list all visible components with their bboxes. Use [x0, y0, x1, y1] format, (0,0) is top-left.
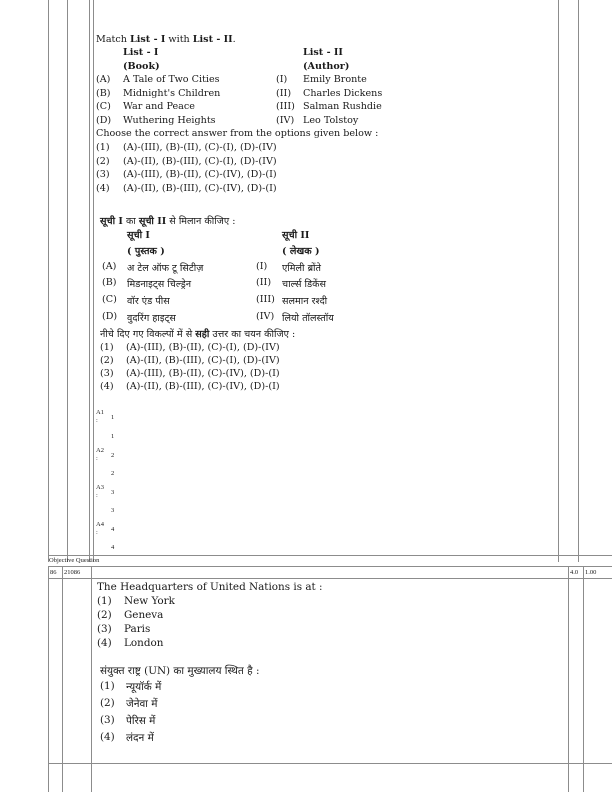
- option-text: (A)-(II), (B)-(III), (C)-(I), (D)-(IV): [126, 355, 280, 366]
- match-row-label: (II): [276, 88, 292, 99]
- match-row-label: (B): [96, 88, 111, 99]
- table-border-content-left: [93, 0, 94, 562]
- match-row-label: (C): [102, 294, 117, 305]
- hindi-list2-heading: सूची II: [282, 230, 310, 241]
- match-row-label: (A): [102, 261, 117, 272]
- option-number: (3): [100, 368, 114, 379]
- page-bottom-line: [48, 763, 612, 764]
- answer-label: A4: [96, 521, 104, 528]
- table-border-content-right: [558, 0, 559, 562]
- match-row-author: Salman Rushdie: [303, 101, 382, 112]
- answer-value: 1: [111, 414, 115, 421]
- option-text: Paris: [124, 623, 151, 635]
- list2-subheading: (Author): [303, 61, 350, 72]
- match-row-label: (B): [102, 277, 117, 288]
- table-border-left-q86: [48, 566, 49, 792]
- match-row-label: (II): [256, 277, 272, 288]
- table-border-content-right-q86: [568, 566, 569, 792]
- option-text: न्यूयॉर्क में: [126, 681, 162, 693]
- option-number: (1): [97, 595, 112, 607]
- question-number: 86: [50, 569, 57, 576]
- table-border-qid: [89, 0, 90, 562]
- hindi-question-86-prompt: संयुक्त राष्ट्र (UN) का मुख्यालय स्थित है :: [100, 665, 260, 677]
- answer-value: 2: [111, 470, 115, 477]
- option-text: London: [124, 637, 164, 649]
- option-text: (A)-(II), (B)-(III), (C)-(IV), (D)-(I): [123, 183, 277, 194]
- match-row-author: एमिली ब्रोंते: [282, 263, 321, 274]
- question-85-prompt: Match List - I with List - II.: [96, 34, 236, 45]
- match-row-author: Charles Dickens: [303, 88, 383, 99]
- hindi-list1-heading: सूची I: [127, 230, 150, 241]
- list1-subheading: (Book): [123, 61, 160, 72]
- hindi-list2-subheading: ( लेखक ): [282, 246, 320, 257]
- option-text: Geneva: [124, 609, 164, 621]
- match-row-book: A Tale of Two Cities: [123, 74, 220, 85]
- option-text: जेनेवा में: [126, 698, 158, 710]
- list1-heading: List - I: [123, 47, 159, 58]
- match-row-label: (D): [102, 311, 118, 322]
- option-text: (A)-(II), (B)-(III), (C)-(IV), (D)-(I): [126, 381, 280, 392]
- match-row-book: वुदरिंग हाइट्स: [127, 313, 176, 324]
- match-row-label: (III): [256, 294, 275, 305]
- option-text: (A)-(II), (B)-(III), (C)-(I), (D)-(IV): [123, 156, 277, 167]
- option-number: (3): [96, 169, 110, 180]
- option-number: (2): [100, 697, 115, 709]
- option-number: (3): [100, 714, 115, 726]
- match-row-label: (A): [96, 74, 111, 85]
- answer-value: 4: [111, 526, 115, 533]
- marks-value: 4.0: [570, 569, 579, 576]
- answer-value: 2: [111, 452, 115, 459]
- table-border-marks-q86: [583, 566, 584, 792]
- table-border-right-outer: [578, 0, 579, 562]
- answer-value: 1: [111, 433, 115, 440]
- match-row-author: Emily Bronte: [303, 74, 367, 85]
- answer-colon: :: [96, 492, 98, 499]
- hindi-question-85-prompt: सूची I का सूची II से मिलान कीजिए :: [100, 216, 236, 227]
- option-text: (A)-(III), (B)-(II), (C)-(IV), (D)-(I): [126, 368, 280, 379]
- section-label: Objective Question: [49, 557, 100, 564]
- match-row-label: (IV): [276, 115, 295, 126]
- table-border-qid-q86: [91, 566, 92, 792]
- answer-value: 3: [111, 507, 115, 514]
- option-number: (4): [96, 183, 110, 194]
- list2-heading: List - II: [303, 47, 343, 58]
- option-text: (A)-(III), (B)-(II), (C)-(IV), (D)-(I): [123, 169, 277, 180]
- option-number: (2): [96, 156, 110, 167]
- answer-colon: :: [96, 417, 98, 424]
- row-divider: [48, 578, 612, 579]
- question-86-prompt: The Headquarters of United Nations is at :: [97, 581, 323, 593]
- answer-label: A3: [96, 484, 104, 491]
- match-row-book: War and Peace: [123, 101, 195, 112]
- match-row-author: Leo Tolstoy: [303, 115, 359, 126]
- option-number: (2): [97, 609, 112, 621]
- answer-label: A1: [96, 409, 104, 416]
- section-divider-top: [48, 555, 612, 556]
- question-id: 21086: [64, 569, 81, 576]
- answer-colon: :: [96, 529, 98, 536]
- match-row-label: (D): [96, 115, 112, 126]
- option-number: (1): [96, 142, 110, 153]
- section-divider-bottom: [48, 566, 612, 567]
- option-number: (4): [100, 731, 115, 743]
- match-row-book: वॉर एंड पीस: [127, 296, 170, 307]
- option-text: लंदन में: [126, 732, 154, 744]
- option-number: (3): [97, 623, 112, 635]
- match-row-label: (I): [256, 261, 268, 272]
- match-row-label: (III): [276, 101, 295, 112]
- match-row-book: अ टेल ऑफ टू सिटीज़: [127, 263, 204, 274]
- match-row-author: चार्ल्स डिकेंस: [282, 279, 327, 290]
- answer-colon: :: [96, 455, 98, 462]
- match-row-label: (IV): [256, 311, 275, 322]
- match-row-author: लियो तॉलस्तॉय: [282, 313, 334, 324]
- match-row-label: (I): [276, 74, 288, 85]
- option-number: (4): [97, 637, 112, 649]
- option-text: पेरिस में: [126, 715, 156, 727]
- option-text: (A)-(III), (B)-(II), (C)-(I), (D)-(IV): [123, 142, 277, 153]
- option-number: (1): [100, 342, 114, 353]
- hindi-list1-subheading: ( पुस्तक ): [127, 246, 165, 257]
- table-border-left-inner: [67, 0, 68, 562]
- option-text: New York: [124, 595, 175, 607]
- match-row-author: सलमान रश्दी: [282, 296, 328, 307]
- match-row-label: (C): [96, 101, 111, 112]
- option-number: (1): [100, 680, 115, 692]
- negative-marks-value: 1.00: [585, 569, 597, 576]
- match-row-book: Midnight's Children: [123, 88, 221, 99]
- option-number: (2): [100, 355, 114, 366]
- choose-instruction: Choose the correct answer from the options given below :: [96, 128, 379, 139]
- option-number: (4): [100, 381, 114, 392]
- hindi-choose-instruction: नीचे दिए गए विकल्पों में से सही उत्तर का चयन कीजिए :: [100, 329, 296, 340]
- option-text: (A)-(III), (B)-(II), (C)-(I), (D)-(IV): [126, 342, 280, 353]
- answer-value: 4: [111, 544, 115, 551]
- answer-value: 3: [111, 489, 115, 496]
- match-row-book: मिडनाइट्स चिल्ड्रेन: [127, 279, 192, 290]
- table-border-left-outer: [48, 0, 49, 562]
- answer-label: A2: [96, 447, 104, 454]
- match-row-book: Wuthering Heights: [123, 115, 216, 126]
- table-border-qno-q86: [62, 566, 63, 792]
